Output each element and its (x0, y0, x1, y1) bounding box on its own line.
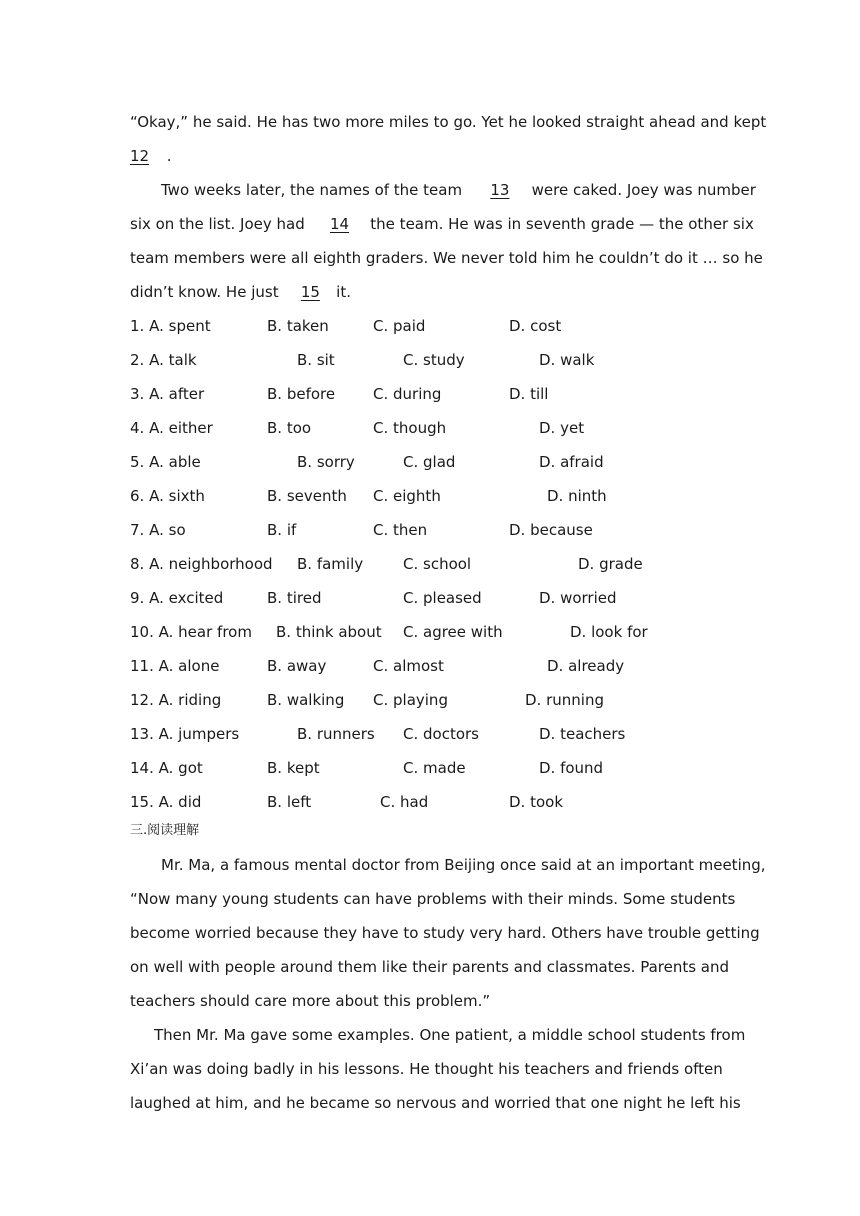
option-d: D. already (547, 657, 625, 675)
option-a: 14. A. got (130, 759, 203, 777)
option-d: D. ninth (547, 487, 607, 505)
passage-line: on well with people around them like their parents and classmates. Parents and (130, 958, 730, 976)
passage-text: six on the list. Joey had (130, 215, 305, 233)
passage-text: the team. He was in seventh grade — the other six (370, 215, 754, 233)
option-b: B. runners (297, 725, 375, 743)
option-a: 4. A. either (130, 419, 213, 437)
passage-line (130, 207, 754, 241)
option-b: B. away (267, 657, 327, 675)
option-b: B. seventh (267, 487, 347, 505)
option-c: C. then (373, 521, 428, 539)
option-b: B. if (267, 521, 297, 539)
passage-line (161, 173, 756, 207)
option-d: D. walk (539, 351, 595, 369)
passage-line (130, 275, 351, 309)
blank-13: 13 (490, 181, 510, 199)
option-a: 13. A. jumpers (130, 725, 240, 743)
passage-line: “Now many young students can have problems with their minds. Some students (130, 890, 736, 908)
passage-period: . (166, 147, 172, 165)
option-b: B. sit (297, 351, 335, 369)
blank-15: 15 (300, 283, 320, 301)
option-c: C. during (373, 385, 442, 403)
section-title: 三.阅读理解 (130, 823, 200, 838)
option-c: C. made (403, 759, 466, 777)
option-a: 6. A. sixth (130, 487, 205, 505)
option-c: C. study (403, 351, 465, 369)
passage-line: Xi’an was doing badly in his lessons. He thought his teachers and friends often (130, 1060, 723, 1078)
option-c: C. pleased (403, 589, 482, 607)
option-a: 3. A. after (130, 385, 205, 403)
option-d: D. yet (539, 419, 585, 437)
option-a: 12. A. riding (130, 691, 222, 709)
passage-line: teachers should care more about this problem.” (130, 992, 491, 1010)
option-d: D. because (509, 521, 593, 539)
passage-text: it. (336, 283, 351, 301)
option-b: B. sorry (297, 453, 355, 471)
option-a: 15. A. did (130, 793, 202, 811)
option-d: D. took (509, 793, 564, 811)
option-c: C. agree with (403, 623, 503, 641)
option-c: C. almost (373, 657, 444, 675)
option-b: B. think about (276, 623, 382, 641)
option-a: 1. A. spent (130, 317, 211, 335)
passage-line: team members were all eighth graders. We never told him he couldn’t do it … so he (130, 249, 763, 267)
passage-text: didn’t know. He just (130, 283, 279, 301)
option-c: C. playing (373, 691, 448, 709)
option-b: B. tired (267, 589, 322, 607)
option-c: C. had (380, 793, 429, 811)
option-b: B. taken (267, 317, 329, 335)
option-c: C. paid (373, 317, 426, 335)
passage-line: Mr. Ma, a famous mental doctor from Beijing once said at an important meeting, (161, 856, 766, 874)
option-d: D. look for (570, 623, 648, 641)
passage-text: were caked. Joey was number (531, 181, 756, 199)
blank-12: 12 (130, 147, 150, 165)
option-a: 10. A. hear from (130, 623, 252, 641)
option-b: B. walking (267, 691, 345, 709)
option-b: B. family (297, 555, 364, 573)
passage-line: become worried because they have to study very hard. Others have trouble getting (130, 924, 760, 942)
option-d: D. grade (578, 555, 643, 573)
passage-line: “Okay,” he said. He has two more miles to go. Yet he looked straight ahead and kept (130, 113, 767, 131)
option-a: 8. A. neighborhood (130, 555, 273, 573)
option-c: C. school (403, 555, 472, 573)
option-d: D. worried (539, 589, 617, 607)
option-d: D. teachers (539, 725, 626, 743)
option-d: D. found (539, 759, 604, 777)
option-d: D. cost (509, 317, 562, 335)
option-c: C. glad (403, 453, 456, 471)
passage-line (130, 139, 172, 173)
option-a: 11. A. alone (130, 657, 220, 675)
option-b: B. before (267, 385, 336, 403)
option-d: D. running (525, 691, 604, 709)
option-d: D. till (509, 385, 549, 403)
option-b: B. too (267, 419, 312, 437)
passage-text: Two weeks later, the names of the team (161, 181, 463, 199)
option-b: B. kept (267, 759, 320, 777)
option-c: C. eighth (373, 487, 441, 505)
option-a: 2. A. talk (130, 351, 197, 369)
option-d: D. afraid (539, 453, 604, 471)
option-a: 5. A. able (130, 453, 201, 471)
option-c: C. doctors (403, 725, 479, 743)
passage-line: Then Mr. Ma gave some examples. One patient, a middle school students from (154, 1026, 746, 1044)
option-c: C. though (373, 419, 447, 437)
passage-line: laughed at him, and he became so nervous and worried that one night he left his (130, 1094, 741, 1112)
option-a: 7. A. so (130, 521, 186, 539)
blank-14: 14 (329, 215, 350, 233)
option-b: B. left (267, 793, 312, 811)
option-a: 9. A. excited (130, 589, 224, 607)
